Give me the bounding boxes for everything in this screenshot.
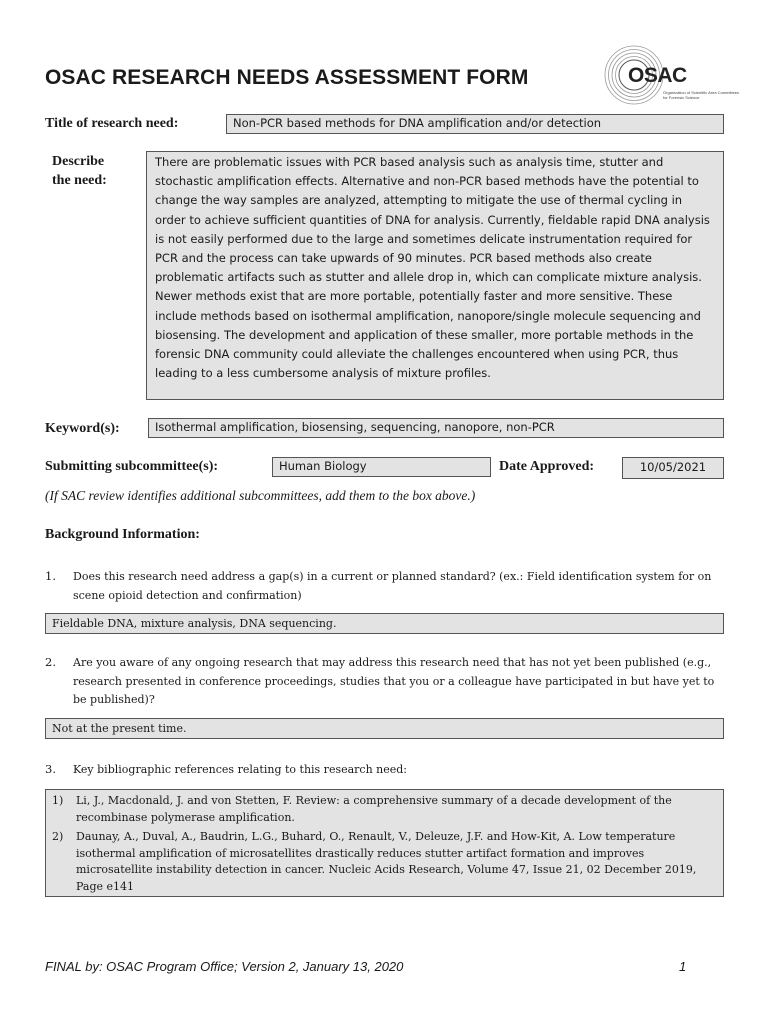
footer-text: FINAL by: OSAC Program Office; Version 2, January 13, 2020 [45,959,404,974]
question-2-text: Are you aware of any ongoing research that may address this research need that has not yet been published (e.g., research presented in conference proceedings, studies that you or a colleague have participated in but have yet to be published)? [73,656,715,706]
page-number: 1 [679,959,687,974]
logo-subtitle: Organization of Scientific Area Committees for Forensic Science [663,90,740,100]
keywords-label: Keyword(s): [45,421,120,436]
describe-label-line1: Describe [52,154,105,169]
form-title: OSAC RESEARCH NEEDS ASSESSMENT FORM [45,66,529,89]
reference-1-text: Li, J., Macdonald, J. and von Stetten, F. Review: a comprehensive summary of a decade development of the recombinase polymerase amplification. [76,794,672,824]
reference-2-number: 2) [52,830,64,843]
describe-need-field[interactable]: There are problematic issues with PCR based analysis such as analysis time, stutter and stochastic amplification effects. Alternative and non-PCR based methods have the potential to change the way samples are analyzed, attempting to mitigate the use of thermal cycling in order to achieve sufficient quantities of DNA for analysis. Currently, fieldable rapid DNA analysis is not easily performed due to the large and sometimes delicate instrumentation required for PCR and the process can take upwards of 90 minutes. PCR based methods also create problematic artifacts such as stutter and allele drop in, which can complicate mixture analysis. Newer methods exist that are more portable, potentially faster and more sensitive. These include methods based on isothermal amplification, nanopore/single molecule sequencing and biosensing. The development and application of these smaller, more portable methods in the forensic DNA community could alleviate the challenges encountered when using PCR, thus leading to a less cumbersome analysis of mixture profiles. [146,151,724,400]
keywords-field[interactable]: Isothermal amplification, biosensing, sequencing, nanopore, non-PCR [148,418,724,438]
question-1-number: 1. [45,569,56,583]
subcommittee-field[interactable]: Human Biology [272,457,491,477]
question-2-answer-field[interactable]: Not at the present time. [45,718,724,739]
describe-label-line2: the need: [52,173,107,188]
title-label: Title of research need: [45,116,179,131]
date-approved-field[interactable]: 10/05/2021 [622,457,724,479]
question-1-text: Does this research need address a gap(s) in a current or planned standard? (ex.: Field identification system for on scene opioid detection and confirmation) [73,570,712,602]
background-heading: Background Information: [45,527,200,542]
date-approved-label: Date Approved: [499,459,595,474]
logo-wordmark: OSAC [628,64,687,87]
question-1-answer-field[interactable]: Fieldable DNA, mixture analysis, DNA sequencing. [45,613,724,634]
reference-item [52,829,717,895]
subcommittee-note: (If SAC review identifies additional subcommittees, add them to the box above.) [45,488,476,503]
reference-item [52,793,717,826]
subcommittee-label: Submitting subcommittee(s): [45,459,219,474]
reference-1-number: 1) [52,794,64,807]
question-3-text: Key bibliographic references relating to this research need: [73,763,408,776]
title-field[interactable]: Non-PCR based methods for DNA amplification and/or detection [226,114,724,134]
references-field[interactable] [45,789,724,897]
reference-2-text: Daunay, A., Duval, A., Baudrin, L.G., Buhard, O., Renault, V., Deleuze, J.F. and How-Kit, A. Low temperature isothermal amplification of microsatellites drastically reduces stutter artifact formation and improves microsatellite instability detection in cancer. Nucleic Acids Research, Volume 47, Issue 21, 02 December 2019, Page e141 [76,830,697,893]
question-3-number: 3. [45,762,56,776]
question-2-number: 2. [45,655,56,669]
